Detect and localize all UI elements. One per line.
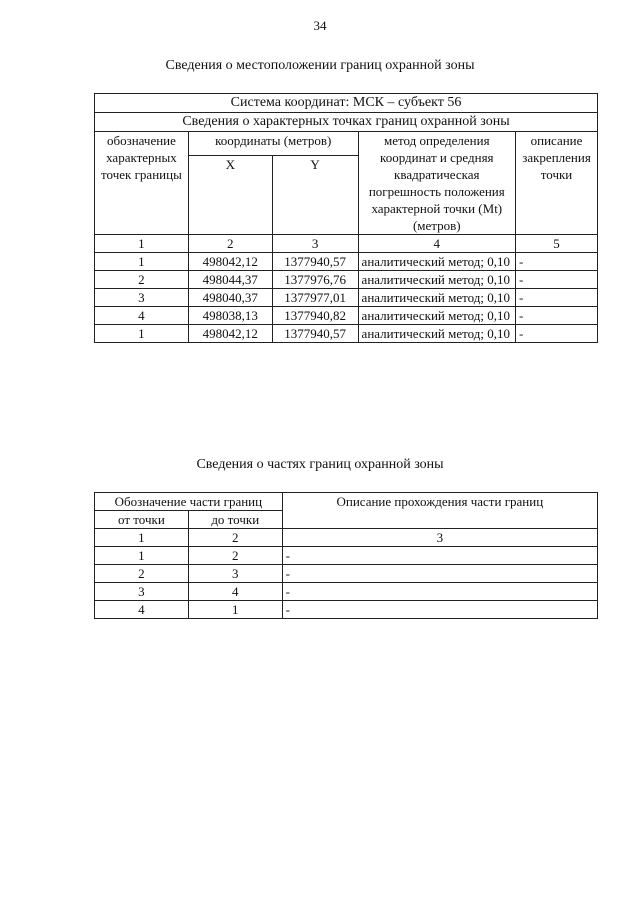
section-title-boundary-parts: Сведения о частях границ охранной зоны bbox=[196, 457, 444, 472]
description-cell: - bbox=[516, 325, 598, 343]
point-cell: 4 bbox=[95, 307, 189, 325]
method-cell: аналитический метод; 0,10 bbox=[358, 325, 515, 343]
header-to: до точки bbox=[188, 511, 282, 529]
characteristic-points-table bbox=[94, 93, 598, 343]
subheader-cell: Сведения о характерных точках границ охранной зоны bbox=[95, 113, 598, 132]
description-cell: - bbox=[282, 583, 597, 601]
table-row bbox=[95, 307, 598, 325]
header-coordinates: координаты (метров) bbox=[188, 132, 358, 156]
x-cell: 498038,13 bbox=[188, 307, 272, 325]
method-cell: аналитический метод; 0,10 bbox=[358, 289, 515, 307]
description-cell: - bbox=[516, 307, 598, 325]
column-number: 3 bbox=[272, 235, 358, 253]
section-title-boundaries: Сведения о местоположении границ охранной зоны bbox=[165, 58, 475, 73]
table-row bbox=[95, 547, 598, 565]
description-cell: - bbox=[282, 601, 597, 619]
column-number: 3 bbox=[282, 529, 597, 547]
to-cell: 3 bbox=[188, 565, 282, 583]
header-y: Y bbox=[272, 156, 358, 235]
header-description: Описание прохождения части границ bbox=[282, 493, 597, 529]
table-row bbox=[95, 601, 598, 619]
point-cell: 3 bbox=[95, 289, 189, 307]
column-number: 5 bbox=[516, 235, 598, 253]
from-cell: 2 bbox=[95, 565, 189, 583]
header-designation: обозначение характерных точек границы bbox=[95, 132, 189, 235]
table-row bbox=[95, 271, 598, 289]
x-cell: 498040,37 bbox=[188, 289, 272, 307]
description-cell: - bbox=[282, 565, 597, 583]
description-cell: - bbox=[282, 547, 597, 565]
method-cell: аналитический метод; 0,10 bbox=[358, 253, 515, 271]
y-cell: 1377940,82 bbox=[272, 307, 358, 325]
y-cell: 1377940,57 bbox=[272, 253, 358, 271]
subheader-row bbox=[95, 113, 598, 132]
description-cell: - bbox=[516, 289, 598, 307]
header-description: описание закрепления точки bbox=[516, 132, 598, 235]
y-cell: 1377977,01 bbox=[272, 289, 358, 307]
page-number: 34 bbox=[313, 18, 327, 33]
table-row bbox=[95, 325, 598, 343]
header-x: X bbox=[188, 156, 272, 235]
from-cell: 1 bbox=[95, 547, 189, 565]
from-cell: 4 bbox=[95, 601, 189, 619]
from-cell: 3 bbox=[95, 583, 189, 601]
header-from: от точки bbox=[95, 511, 189, 529]
x-cell: 498044,37 bbox=[188, 271, 272, 289]
column-number: 1 bbox=[95, 529, 189, 547]
header-row bbox=[95, 493, 598, 511]
point-cell: 1 bbox=[95, 325, 189, 343]
column-number: 1 bbox=[95, 235, 189, 253]
table-row bbox=[95, 583, 598, 601]
column-number: 2 bbox=[188, 529, 282, 547]
column-numbers-row bbox=[95, 529, 598, 547]
y-cell: 1377976,76 bbox=[272, 271, 358, 289]
x-cell: 498042,12 bbox=[188, 325, 272, 343]
x-cell: 498042,12 bbox=[188, 253, 272, 271]
to-cell: 4 bbox=[188, 583, 282, 601]
coordinate-system-row bbox=[95, 94, 598, 113]
point-cell: 1 bbox=[95, 253, 189, 271]
header-method: метод определения координат и средняя квадратическая погрешность положения характерной точки (Mt) (метров) bbox=[358, 132, 515, 235]
header-row bbox=[95, 132, 598, 156]
boundary-parts-table bbox=[94, 492, 598, 619]
column-number: 4 bbox=[358, 235, 515, 253]
table-row bbox=[95, 253, 598, 271]
method-cell: аналитический метод; 0,10 bbox=[358, 307, 515, 325]
method-cell: аналитический метод; 0,10 bbox=[358, 271, 515, 289]
coordinate-system-cell: Система координат: МСК – субъект 56 bbox=[95, 94, 598, 113]
to-cell: 1 bbox=[188, 601, 282, 619]
description-cell: - bbox=[516, 253, 598, 271]
header-designation: Обозначение части границ bbox=[95, 493, 283, 511]
description-cell: - bbox=[516, 271, 598, 289]
point-cell: 2 bbox=[95, 271, 189, 289]
to-cell: 2 bbox=[188, 547, 282, 565]
table-row bbox=[95, 289, 598, 307]
column-number: 2 bbox=[188, 235, 272, 253]
y-cell: 1377940,57 bbox=[272, 325, 358, 343]
column-numbers-row bbox=[95, 235, 598, 253]
table-row bbox=[95, 565, 598, 583]
